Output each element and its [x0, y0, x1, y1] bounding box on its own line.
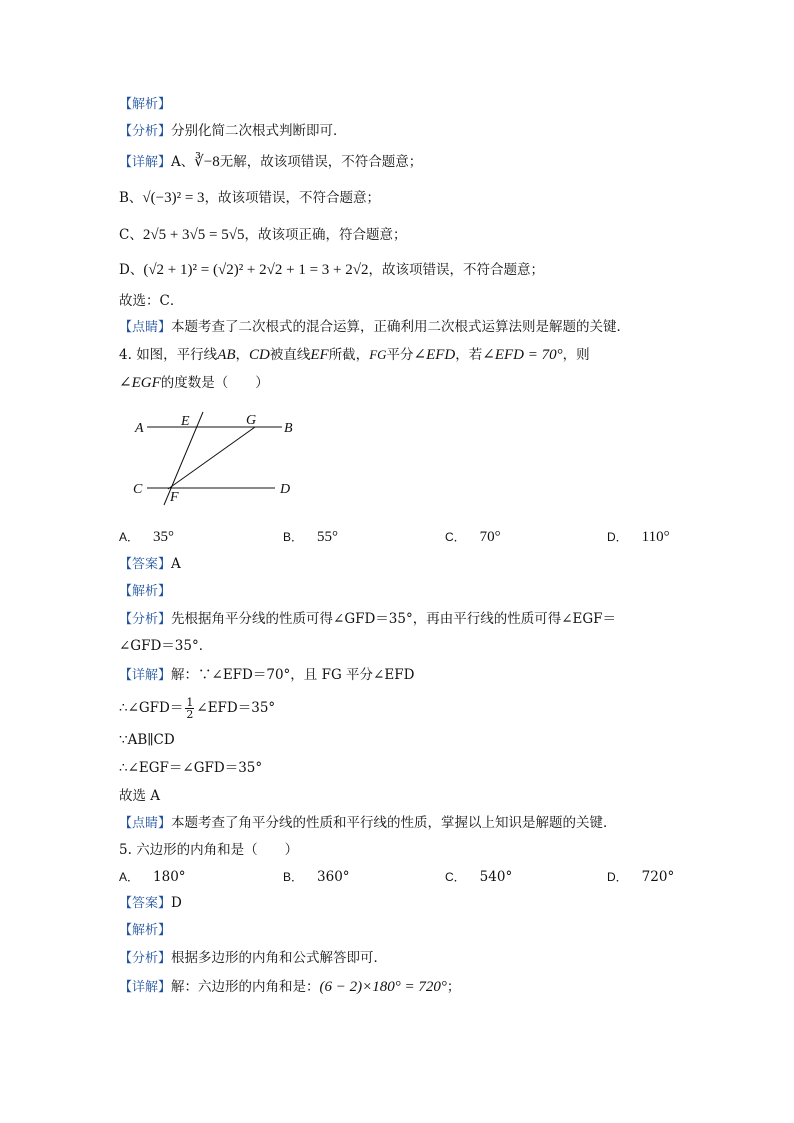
q5-stem-text: 六边形的内角和是（ ）: [136, 842, 299, 858]
q4-line-fg: FG: [369, 347, 387, 362]
xiangjie-tag: 【详解】: [119, 980, 172, 995]
option-b-conclusion: ，故该项错误，不符合题意；: [204, 190, 381, 206]
fenxi-line-1: [119, 122, 347, 141]
q4-number: 4.: [119, 347, 132, 363]
fraction-numerator: 1: [186, 696, 194, 709]
q4-option-a[interactable]: [119, 528, 174, 546]
label-d: D: [280, 482, 291, 497]
q4-line-cd: CD: [249, 347, 270, 363]
label-b: B: [284, 421, 293, 436]
q4-dianjing-text: 本题考查了角平分线的性质和平行线的性质，掌握以上知识是解题的关键．: [171, 815, 617, 831]
q4-stem-part: 所截，: [328, 347, 370, 363]
option-label: D．: [607, 870, 628, 884]
label-f: F: [170, 490, 179, 505]
step1-pre: ∴∠GFD＝: [119, 700, 184, 716]
option-d-line: [119, 261, 544, 279]
q4-answer: A: [171, 556, 181, 572]
q5-answer: D: [171, 895, 182, 911]
q4-step1: [119, 697, 275, 720]
q4-stem-part: 平分: [386, 347, 414, 363]
q4-step2: ∵AB∥CD: [119, 732, 175, 748]
jiexi-heading-1: [119, 95, 171, 114]
q5-option-a[interactable]: [119, 868, 186, 885]
option-label: A．: [119, 530, 140, 544]
option-value: 540°: [479, 869, 513, 885]
jiexi-heading-3: [119, 921, 171, 940]
q4-step3: ∴∠EGF＝∠GFD＝35°: [119, 760, 263, 776]
q4-stem-part: 被直线: [269, 347, 311, 363]
q5-xiangjie-expression: (6 − 2)×180° = 720°: [319, 979, 447, 995]
choice-line-1: 故选：C．: [119, 293, 184, 309]
q4-xiangjie-line: [119, 666, 414, 685]
fenxi-tag: 【分析】: [119, 951, 172, 966]
label-c: C: [133, 482, 143, 497]
option-label: B．: [283, 530, 304, 544]
jiexi-tag: 【解析】: [119, 584, 172, 599]
fenxi-text: 分别化简二次根式判断即可．: [171, 123, 347, 139]
option-label: D．: [607, 530, 628, 544]
dianjing-line-1: [119, 318, 630, 337]
option-c-prefix: C、: [119, 227, 143, 243]
q5-option-c[interactable]: [445, 868, 512, 885]
q4-dianjing-line: [119, 814, 617, 833]
q4-fenxi-text: 先根据角平分线的性质可得∠GFD＝35°，再由平行线的性质可得∠EGF＝: [171, 611, 617, 627]
q4-stem-part: ，则: [562, 347, 590, 363]
q5-answer-line: [119, 894, 182, 913]
q5-stem: [119, 841, 298, 859]
fenxi-tag: 【分析】: [119, 612, 172, 627]
label-a: A: [135, 421, 144, 436]
q4-choice: 故选 A: [119, 788, 161, 804]
q5-xiangjie-pre: 解：六边形的内角和是：: [171, 979, 320, 995]
jiexi-tag: 【解析】: [119, 923, 172, 938]
dianjing-text: 本题考查了二次根式的混合运算，正确利用二次根式运算法则是解题的关键．: [171, 319, 631, 335]
q4-line-ef: EF: [310, 347, 329, 363]
option-a-prefix: A、: [171, 154, 195, 170]
line-fg: [168, 427, 255, 489]
q5-option-d[interactable]: [607, 868, 674, 885]
option-c-conclusion: ，故该项正确，符合题意；: [244, 227, 407, 243]
option-value: 35°: [153, 529, 175, 545]
option-value: 180°: [153, 869, 186, 885]
q4-xiangjie-text: 解：∵∠EFD＝70°，且 FG 平分∠EFD: [171, 667, 415, 683]
option-value: 720°: [641, 869, 675, 885]
option-d-prefix: D、: [119, 262, 144, 278]
xiangjie-tag: 【详解】: [119, 668, 172, 683]
q4-option-c[interactable]: [445, 528, 501, 546]
xiangjie-line-1: [119, 153, 422, 172]
option-b-line: [119, 189, 380, 207]
option-value: 360°: [317, 869, 350, 885]
q4-option-b[interactable]: [283, 528, 338, 546]
q5-xiangjie-line: [119, 978, 460, 997]
step1-post: ∠EFD＝35°: [196, 700, 276, 716]
q4-figure: [125, 408, 305, 508]
label-g: G: [246, 413, 257, 428]
q4-stem-line1: [119, 346, 590, 364]
half-fraction: [185, 697, 194, 720]
jiexi-heading-2: [119, 582, 171, 601]
option-value: 70°: [479, 529, 501, 545]
q4-stem-line2: [119, 374, 269, 392]
option-value: 55°: [317, 529, 339, 545]
q4-sep: ，: [235, 347, 250, 363]
daan-tag: 【答案】: [119, 557, 172, 572]
q5-fenxi-line: [119, 949, 387, 968]
option-b-expression: √(−3)² = 3: [142, 190, 205, 206]
q5-fenxi-text: 根据多边形的内角和公式解答即可．: [171, 950, 388, 966]
fraction-denominator: 2: [186, 708, 194, 721]
option-d-conclusion: ，故该项错误，不符合题意；: [368, 262, 544, 278]
option-c-line: [119, 226, 406, 244]
option-label: A．: [119, 870, 140, 884]
q4-line-ab: AB: [217, 347, 236, 363]
dianjing-tag: 【点睛】: [119, 320, 172, 335]
option-d-expression: (√2 + 1)² = (√2)² + 2√2 + 1 = 3 + 2√2: [143, 262, 369, 278]
q4-condition: ∠EFD = 70°: [482, 347, 563, 363]
q4-angle-efd: ∠EFD: [413, 347, 456, 363]
q4-answer-line: [119, 555, 181, 574]
q5-option-b[interactable]: [283, 868, 350, 885]
cube-root-expression: ∛−8: [194, 154, 220, 170]
fenxi-tag: 【分析】: [119, 124, 172, 139]
jiexi-tag: 【解析】: [119, 97, 172, 112]
xiangjie-tag: 【详解】: [119, 155, 172, 170]
option-label: C．: [445, 530, 466, 544]
option-value: 110°: [641, 529, 670, 545]
q5-xiangjie-post: ；: [446, 979, 461, 995]
q5-number: 5.: [119, 842, 132, 858]
q4-angle-egf: ∠EGF: [119, 375, 161, 391]
dianjing-tag: 【点睛】: [119, 816, 172, 831]
q4-option-d[interactable]: [607, 528, 670, 546]
q4-fenxi-line: [119, 610, 616, 629]
q4-stem-part: 的度数是（ ）: [160, 375, 269, 391]
q4-stem-part: ，若: [455, 347, 483, 363]
label-e: E: [181, 414, 190, 429]
option-label: B．: [283, 870, 304, 884]
option-b-prefix: B、: [119, 190, 143, 206]
option-c-expression: 2√5 + 3√5 = 5√5: [142, 227, 245, 243]
q4-stem-part: 如图，平行线: [136, 347, 218, 363]
option-label: C．: [445, 870, 466, 884]
daan-tag: 【答案】: [119, 896, 172, 911]
option-a-conclusion: 无解，故该项错误，不符合题意；: [219, 154, 423, 170]
q4-fenxi-line2: ∠GFD＝35°．: [119, 638, 213, 654]
